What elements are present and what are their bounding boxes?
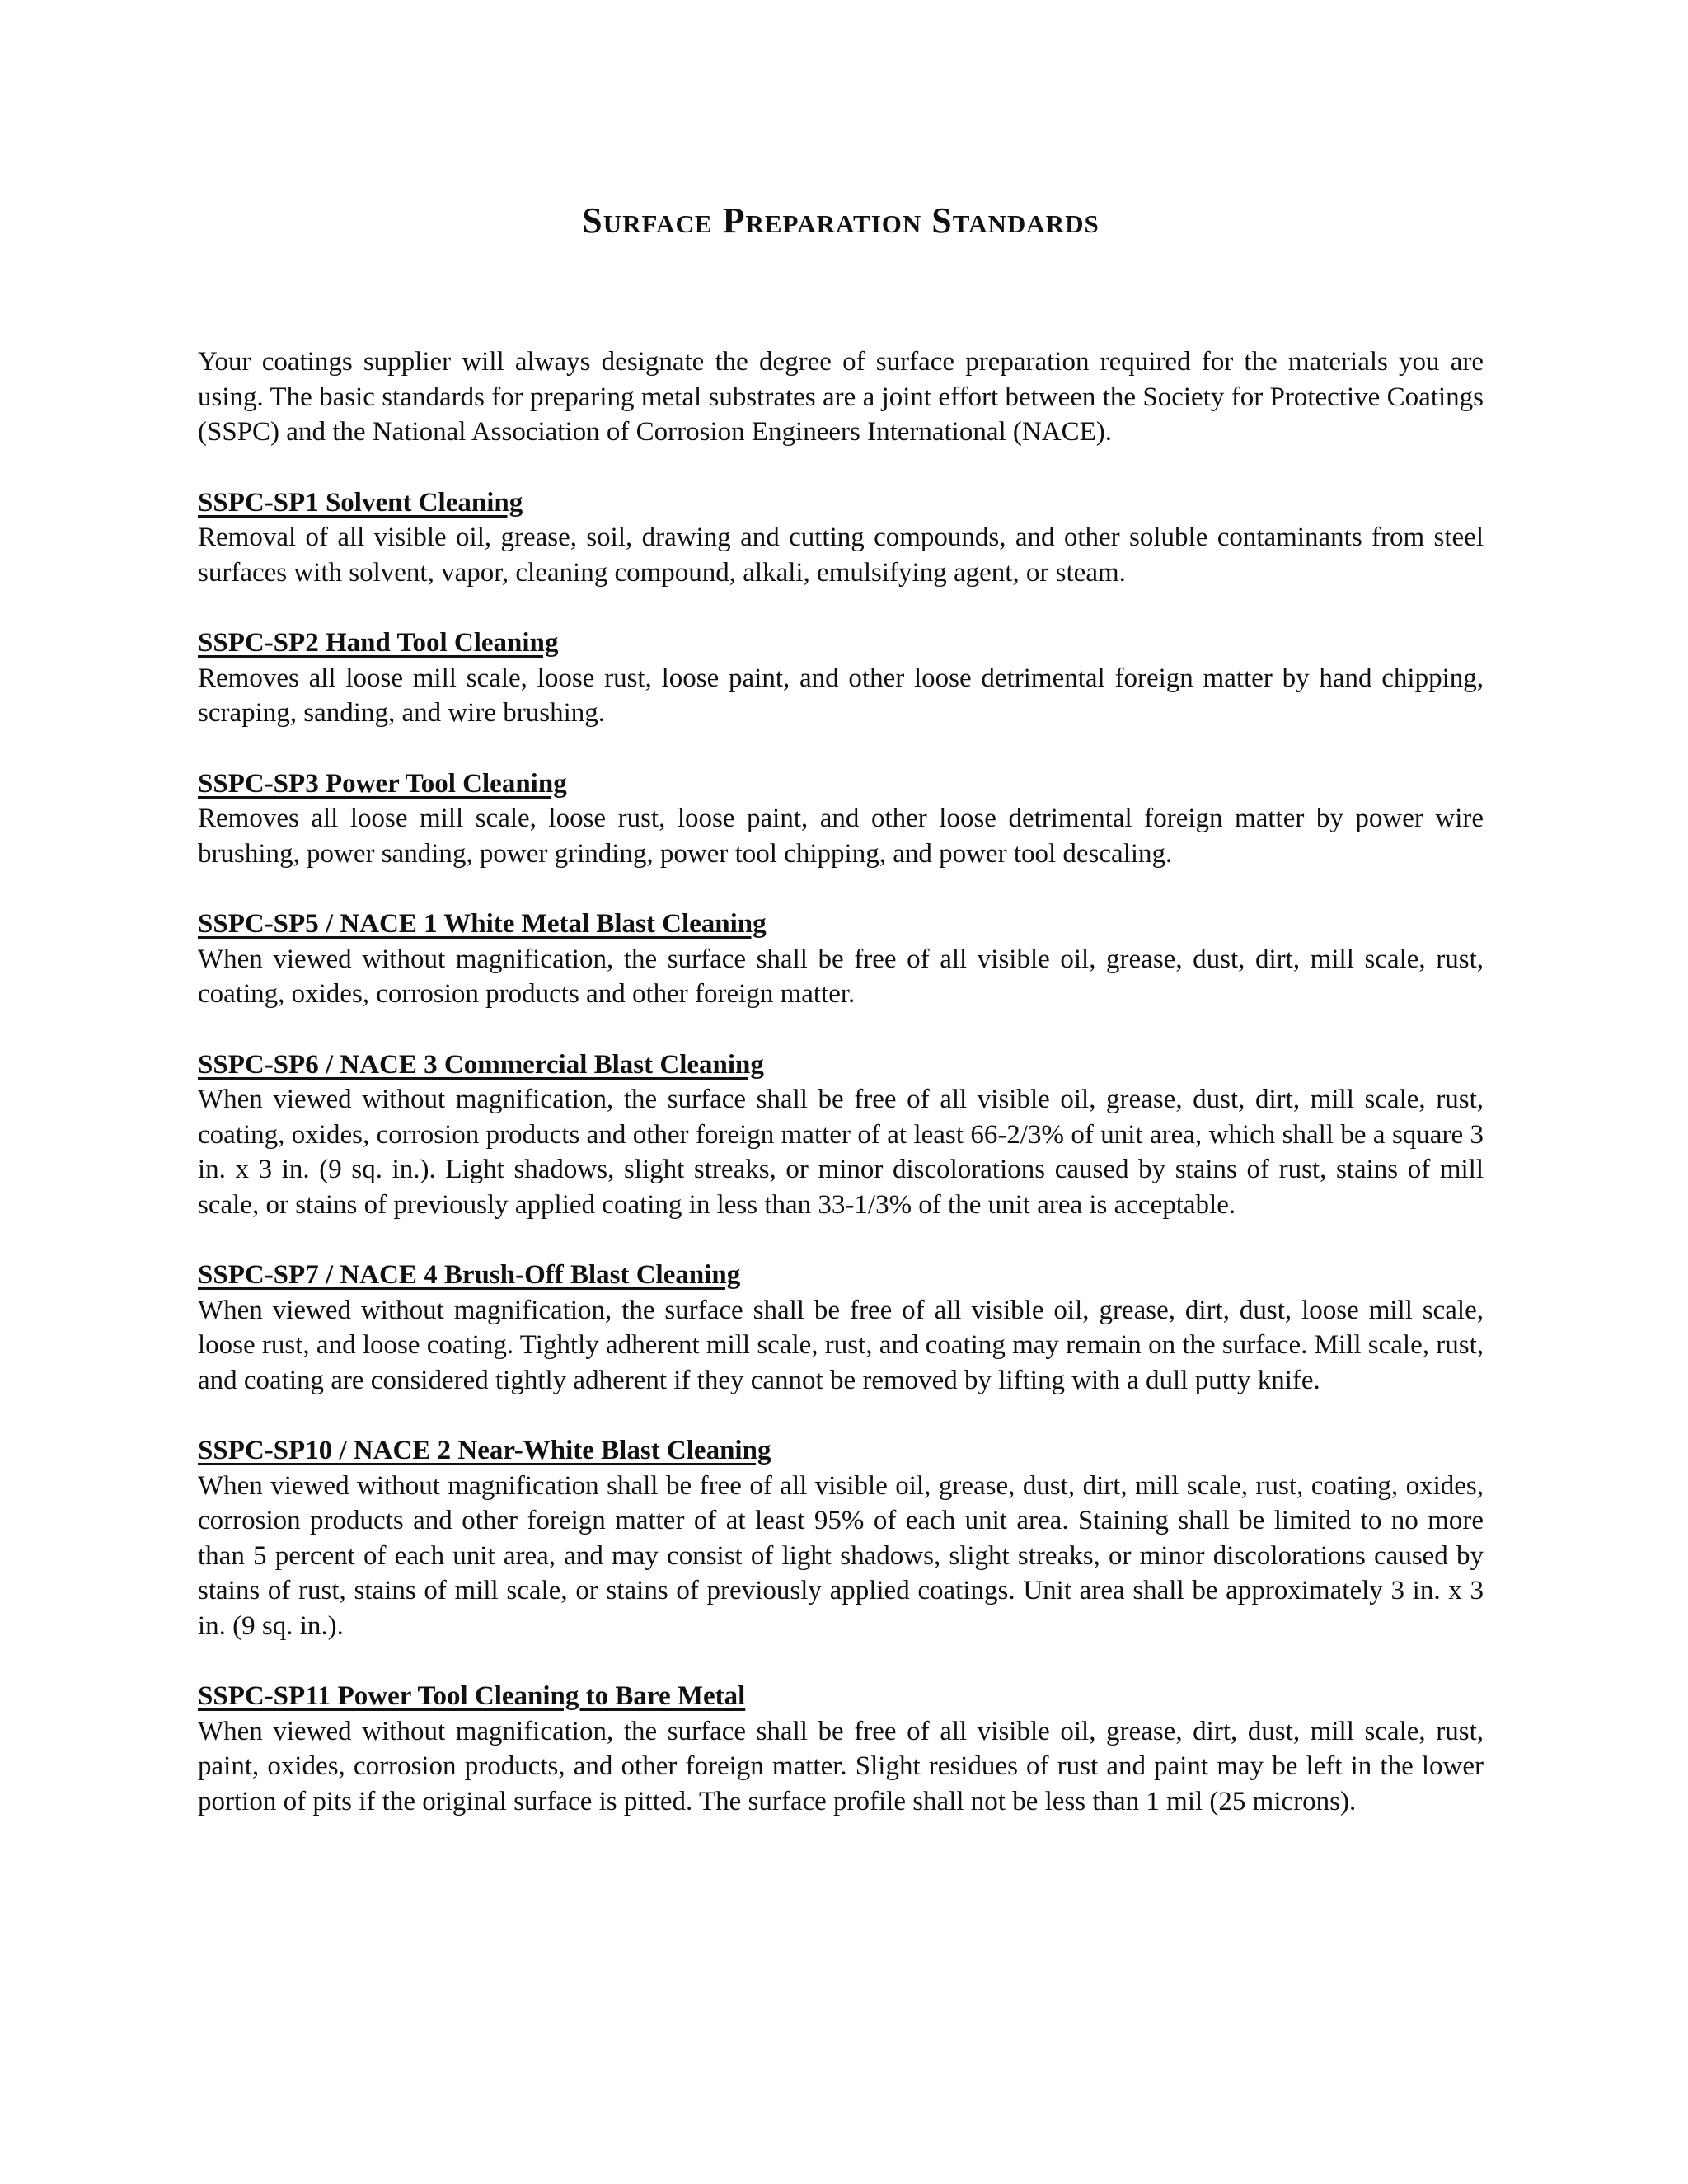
intro-paragraph: Your coatings supplier will always designate the degree of surface preparation required for the materials you are using. The basic standards for preparing metal substrates are a joint effort between the Society for Protective Coatings (SSPC) and the National Association of Corrosion Engineers International (NACE). (198, 347, 1484, 447)
section-sp5 (198, 907, 1484, 1012)
section-body: Removal of all visible oil, grease, soil, drawing and cutting compounds, and other soluble contaminants from steel surfaces with solvent, vapor, cleaning compound, alkali, emulsifying agent, or steam. (198, 523, 1484, 588)
section-heading: SSPC-SP11 Power Tool Cleaning to Bare Metal (198, 1681, 746, 1711)
section-heading: SSPC-SP10 / NACE 2 Near-White Blast Cleaning (198, 1436, 771, 1465)
section-sp2 (198, 626, 1484, 731)
section-heading: SSPC-SP6 / NACE 3 Commercial Blast Cleaning (198, 1049, 764, 1080)
section-sp6 (198, 1047, 1484, 1223)
section-sp7 (198, 1258, 1484, 1398)
section-heading: SSPC-SP2 Hand Tool Cleaning (198, 628, 559, 658)
section-sp11 (198, 1679, 1484, 1819)
section-heading: SSPC-SP5 / NACE 1 White Metal Blast Cleaning (198, 909, 767, 939)
section-body: When viewed without magnification shall be free of all visible oil, grease, dust, dirt, mill scale, rust, coating, oxides, corrosion products and other foreign matter of at least 95% of each unit area. Staining shall be limited to no more than 5 percent of each unit area, and may consist of light shadows, slight streaks, or minor discolorations caused by stains of rust, stains of mill scale, or stains of previously applied coatings. Unit area shall be approximately 3 in. x 3 in. (9 sq. in.). (198, 1470, 1484, 1641)
section-body: When viewed without magnification, the surface shall be free of all visible oil, grease, dirt, dust, loose mill scale, loose rust, and loose coating. Tightly adherent mill scale, rust, and coating may remain on the surface. Mill scale, rust, and coating are considered tightly adherent if they cannot be removed by lifting with a dull putty knife. (198, 1295, 1484, 1395)
section-heading: SSPC-SP7 / NACE 4 Brush-Off Blast Cleaning (198, 1260, 741, 1290)
section-sp1 (198, 485, 1484, 591)
section-body: Removes all loose mill scale, loose rust, loose paint, and other loose detrimental foreign matter by power wire brushing, power sanding, power grinding, power tool chipping, and power tool descaling. (198, 804, 1484, 869)
document-page (198, 0, 1484, 1819)
section-sp10 (198, 1433, 1484, 1643)
section-body: Removes all loose mill scale, loose rust, loose paint, and other loose detrimental foreign matter by hand chipping, scraping, sanding, and wire brushing. (198, 663, 1484, 728)
page-title: Surface Preparation Standards (582, 200, 1100, 241)
section-heading: SSPC-SP3 Power Tool Cleaning (198, 768, 567, 799)
section-body: When viewed without magnification, the surface shall be free of all visible oil, grease, dirt, dust, mill scale, rust, paint, oxides, corrosion products, and other foreign matter. Slight residues of rust and paint may be left in the lower portion of pits if the original surface is pitted. The surface profile shall not be less than 1 mil (25 microns). (198, 1716, 1484, 1816)
section-sp3 (198, 766, 1484, 872)
section-body: When viewed without magnification, the surface shall be free of all visible oil, grease, dust, dirt, mill scale, rust, coating, oxides, corrosion products and other foreign matter. (198, 944, 1484, 1009)
section-heading: SSPC-SP1 Solvent Cleaning (198, 487, 523, 518)
section-body: When viewed without magnification, the surface shall be free of all visible oil, grease, dust, dirt, mill scale, rust, coating, oxides, corrosion products and other foreign matter of at least 66-2/3% of unit area, which shall be a square 3 in. x 3 in. (9 sq. in.). Light shadows, slight streaks, or minor discolorations caused by stains of rust, stains of mill scale, or stains of previously applied coating in less than 33-1/3% of the unit area is acceptable. (198, 1085, 1484, 1220)
